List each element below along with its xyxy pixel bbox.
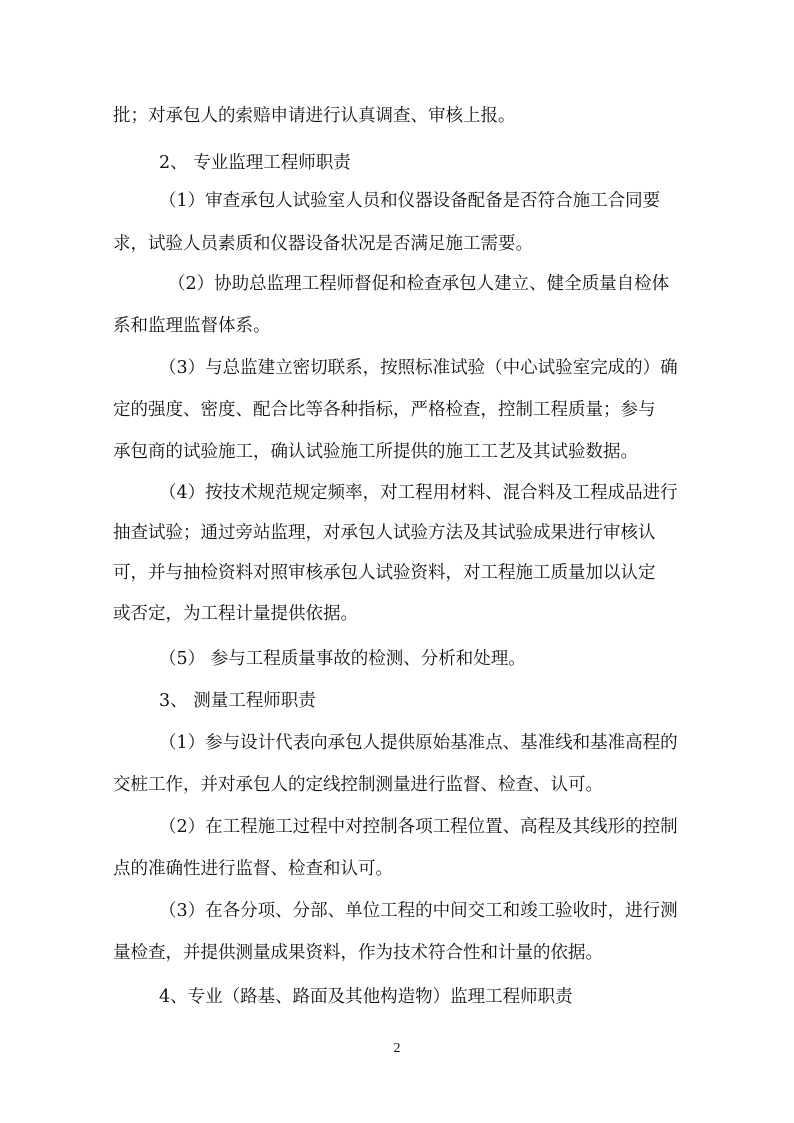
- section-heading: 2、 专业监理工程师职责: [159, 153, 351, 173]
- text-line: （3）在各分项、分部、单位工程的中间交工和竣工验收时，进行测: [159, 901, 678, 921]
- text-line: 承包商的试验施工，确认试验施工所提供的施工工艺及其试验数据。: [113, 442, 638, 462]
- text-line: （1）参与设计代表向承包人提供原始基准点、基准线和基准高程的: [159, 733, 678, 753]
- text-line: 抽查试验；通过旁站监理，对承包人试验方法及其试验成果进行审核认: [113, 523, 656, 543]
- text-line: 或否定，为工程计量提供依据。: [113, 604, 358, 624]
- text-line: 定的强度、密度、配合比等各种指标，严格检查，控制工程质量；参与: [113, 400, 656, 420]
- text-line: 交桩工作，并对承包人的定线控制测量进行监督、检查、认可。: [113, 775, 603, 795]
- section-heading: 4、专业（路基、路面及其他构造物）监理工程师职责: [159, 987, 573, 1007]
- page-number: 2: [393, 1041, 401, 1056]
- text-line: 求，试验人员素质和仪器设备状况是否满足施工需要。: [113, 234, 533, 254]
- text-line: 量检查，并提供测量成果资料，作为技术符合性和计量的依据。: [113, 943, 603, 963]
- text-line: 系和监理监督体系。: [113, 316, 271, 336]
- text-line: （1）审查承包人试验室人员和仪器设备配备是否符合施工合同要: [159, 191, 661, 211]
- text-line: （2）在工程施工过程中对控制各项工程位置、高程及其线形的控制: [159, 817, 678, 837]
- text-line: （5） 参与工程质量事故的检测、分析和处理。: [159, 649, 526, 669]
- text-line: 可，并与抽检资料对照审核承包人试验资料，对工程施工质量加以认定: [113, 563, 656, 583]
- text-line: 点的准确性进行监督、检查和认可。: [113, 859, 393, 879]
- text-line: 批；对承包人的索赔申请进行认真调查、审核上报。: [113, 106, 516, 126]
- text-line: （3）与总监建立密切联系，按照标准试验（中心试验室完成的）确: [159, 358, 678, 378]
- text-line: （2）协助总监理工程师督促和检查承包人建立、健全质量自检体: [168, 274, 670, 294]
- section-heading: 3、 测量工程师职责: [159, 691, 316, 711]
- text-line: （4）按技术规范规定频率，对工程用材料、混合料及工程成品进行: [159, 483, 678, 503]
